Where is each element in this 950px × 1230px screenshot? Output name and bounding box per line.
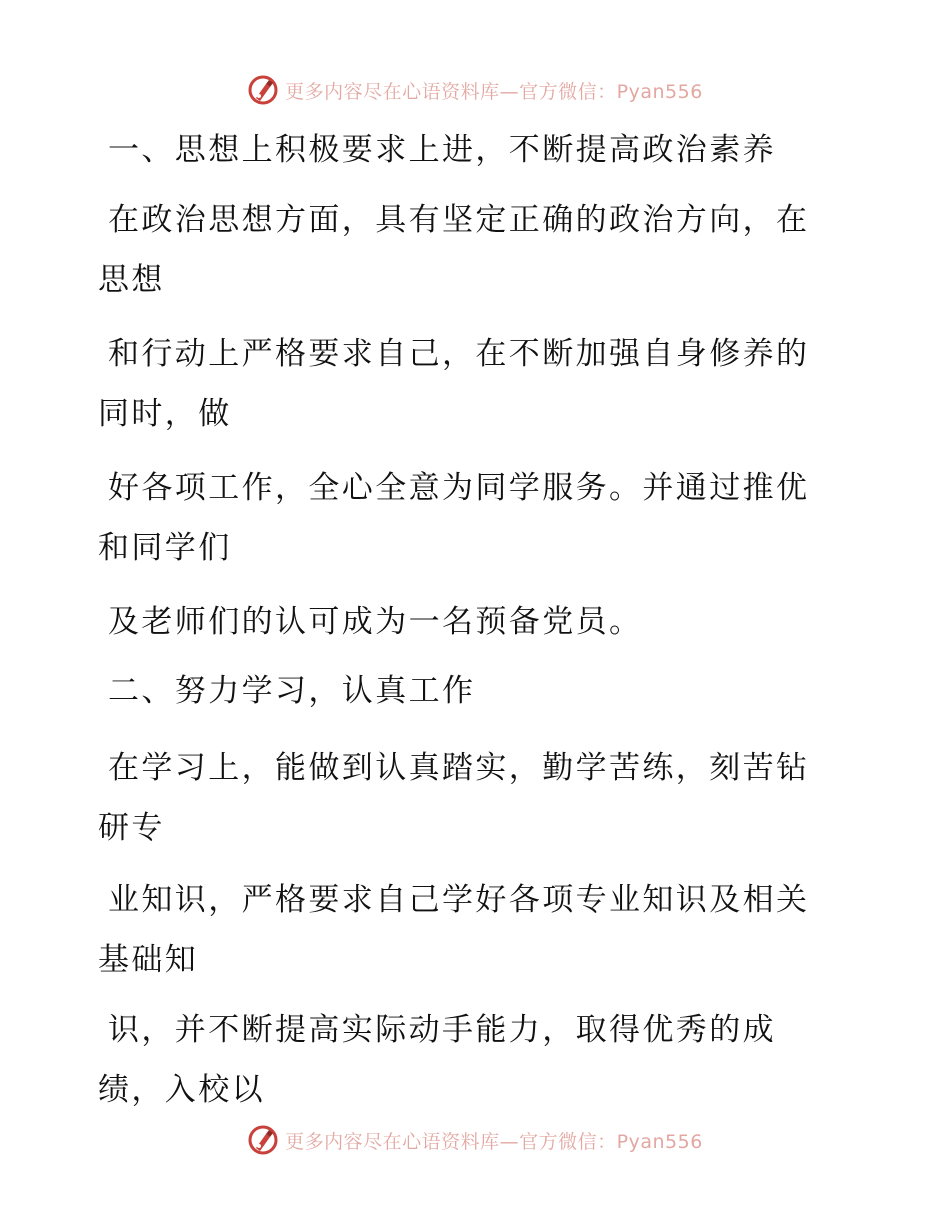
text-line: 在学习上，能做到认真踏实，勤学苦练，刻苦钻 <box>108 750 810 786</box>
heading-section-one <box>98 120 838 180</box>
pen-nib-logo-icon <box>247 1124 279 1156</box>
heading-section-two <box>98 661 838 721</box>
text-line: 及老师们的认可成为一名预备党员。 <box>108 604 643 640</box>
text-line: 识，并不断提高实际动手能力，取得优秀的成 <box>108 1012 776 1048</box>
paragraph <box>98 458 838 578</box>
footer-watermark <box>0 1120 950 1160</box>
paragraph <box>98 592 838 652</box>
text-line: 好各项工作，全心全意为同学服务。并通过推优 <box>108 470 810 506</box>
paragraph <box>98 870 838 990</box>
paragraph <box>98 738 838 858</box>
text-line: 和行动上严格要求自己，在不断加强自身修养的 <box>108 336 810 372</box>
text-line: 在政治思想方面，具有坚定正确的政治方向，在 <box>108 202 810 238</box>
text-line: 二、努力学习，认真工作 <box>108 673 476 709</box>
paragraph <box>98 1000 838 1120</box>
text-line: 思想 <box>98 262 165 298</box>
pen-nib-logo-icon <box>247 74 279 106</box>
text-line: 业知识，严格要求自己学好各项专业知识及相关 <box>108 882 810 918</box>
text-line: 同时，做 <box>98 396 232 432</box>
text-line: 和同学们 <box>98 530 232 566</box>
paragraph <box>98 190 838 310</box>
header-watermark <box>0 70 950 110</box>
text-line: 一、思想上积极要求上进，不断提高政治素养 <box>108 132 776 168</box>
text-line: 基础知 <box>98 942 199 978</box>
text-line: 绩，入校以 <box>98 1072 265 1108</box>
watermark-text: 更多内容尽在心语资料库—官方微信：Pyan556 <box>285 80 703 103</box>
watermark-text: 更多内容尽在心语资料库—官方微信：Pyan556 <box>285 1130 703 1153</box>
text-line: 研专 <box>98 810 165 846</box>
paragraph <box>98 324 838 444</box>
